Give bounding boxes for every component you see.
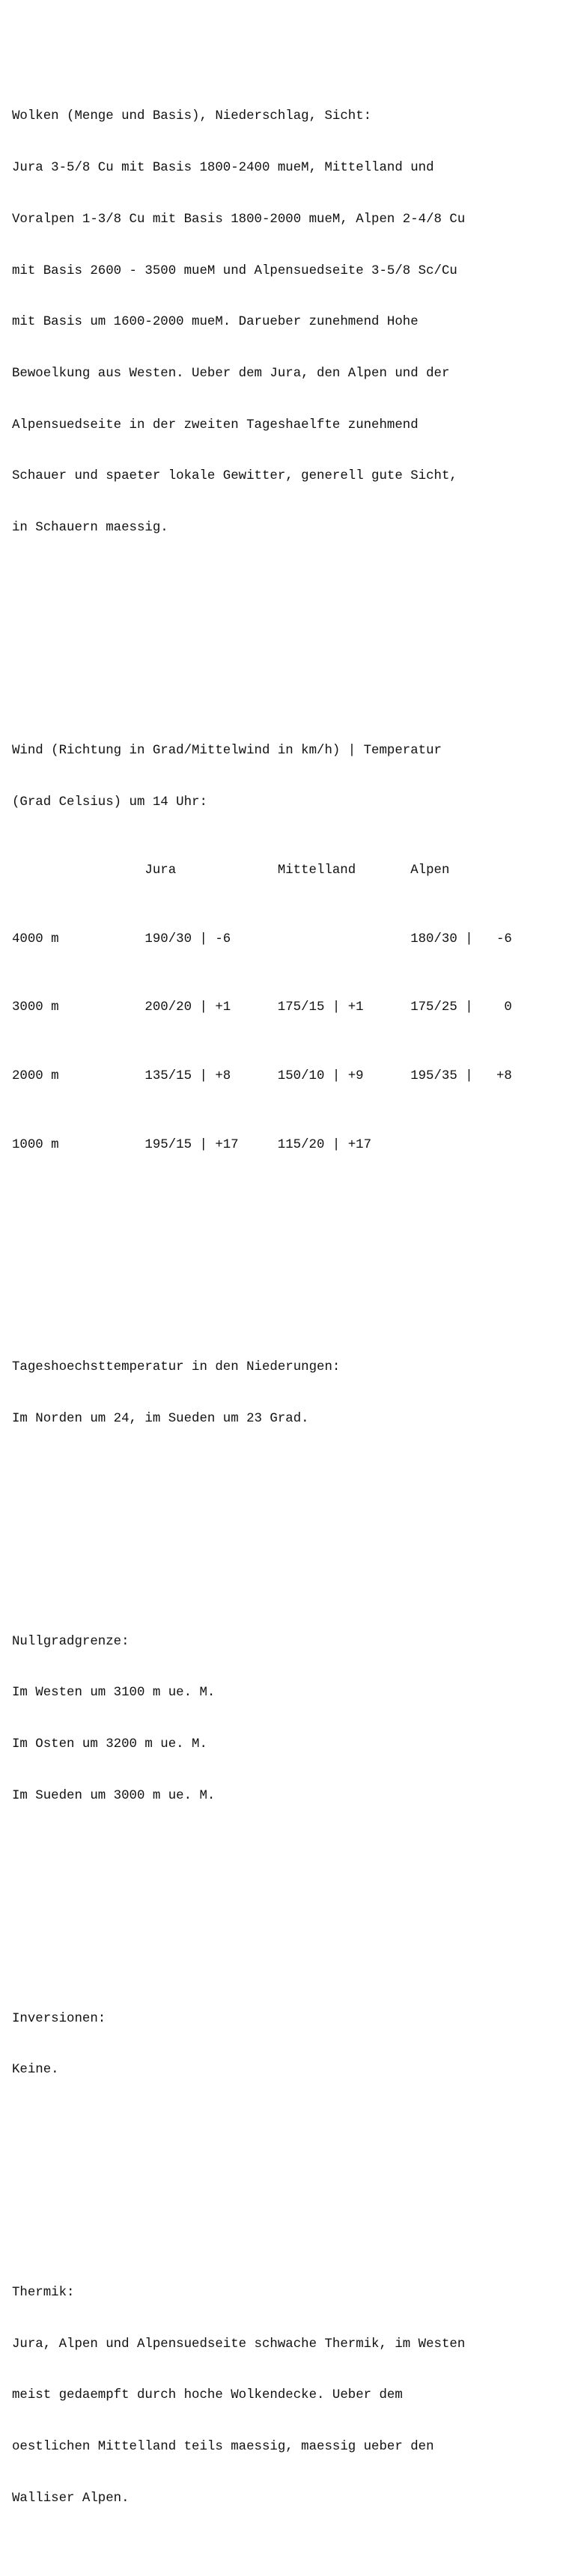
max-temp-heading: Tageshoechsttemperatur in den Niederungen: xyxy=(12,1360,341,1375)
alpen-wind: 195/35 xyxy=(410,1068,457,1083)
alpen-wind: 175/25 xyxy=(410,1000,457,1015)
alpen-temp: +8 xyxy=(496,1068,512,1083)
clouds-text-line: Schauer und spaeter lokale Gewitter, generell gute Sicht, xyxy=(12,469,457,484)
jura-temp: +1 xyxy=(215,1000,231,1015)
spacer xyxy=(12,1514,559,1531)
clouds-heading: Wolken (Menge und Basis), Niederschlag, Sicht: xyxy=(12,109,372,124)
jura-wind: 190/30 xyxy=(144,931,192,946)
clouds-text-line: Voralpen 1-3/8 Cu mit Basis 1800-2000 mueM, Alpen 2-4/8 Cu xyxy=(12,212,466,227)
wind-table-row xyxy=(12,1000,559,1017)
separator: | xyxy=(465,1068,473,1083)
spacer xyxy=(12,1891,559,1908)
row-height: 4000 m xyxy=(12,931,59,946)
row-height: 3000 m xyxy=(12,1000,59,1015)
inversions-text: Keine. xyxy=(12,2063,59,2078)
separator: | xyxy=(332,1068,341,1083)
freezing-level-heading: Nullgradgrenze: xyxy=(12,1634,130,1649)
freezing-level-line: Im Osten um 3200 m ue. M. xyxy=(12,1737,207,1752)
inversions-heading: Inversionen: xyxy=(12,2011,106,2026)
clouds-text-line: in Schauern maessig. xyxy=(12,521,168,536)
clouds-text-line: mit Basis um 1600-2000 mueM. Darueber zunehmend Hohe xyxy=(12,315,419,330)
alpen-wind: 180/30 xyxy=(410,931,457,946)
separator: | xyxy=(199,1000,207,1015)
wind-heading: Wind (Richtung in Grad/Mittelwind in km/h) | Temperatur xyxy=(12,743,442,758)
column-header-jura: Jura xyxy=(144,863,177,878)
spacer xyxy=(12,2165,559,2182)
mittelland-wind: 175/15 xyxy=(277,1000,325,1015)
thermals-heading: Thermik: xyxy=(12,2286,75,2301)
separator: | xyxy=(199,1137,207,1152)
jura-temp: +17 xyxy=(215,1137,239,1152)
column-header-alpen: Alpen xyxy=(410,863,450,878)
thermals-section xyxy=(12,2251,559,2542)
separator: | xyxy=(465,931,473,946)
inversions-section xyxy=(12,1977,559,2114)
separator: | xyxy=(465,1000,473,1015)
jura-temp: +8 xyxy=(215,1068,231,1083)
thermals-text-line: oestlichen Mittelland teils maessig, maessig ueber den xyxy=(12,2440,434,2455)
mittelland-wind: 115/20 xyxy=(277,1137,325,1152)
jura-temp: -6 xyxy=(215,931,231,946)
jura-wind: 135/15 xyxy=(144,1068,192,1083)
row-height: 1000 m xyxy=(12,1137,59,1152)
alpen-temp: 0 xyxy=(504,1000,512,1015)
jura-wind: 200/20 xyxy=(144,1000,192,1015)
max-temp-section xyxy=(12,1326,559,1463)
clouds-text-line: Jura 3-5/8 Cu mit Basis 1800-2400 mueM, Mittelland und xyxy=(12,161,434,176)
wind-heading-continued: (Grad Celsius) um 14 Uhr: xyxy=(12,795,207,810)
thermals-text-line: Jura, Alpen und Alpensuedseite schwache Thermik, im Westen xyxy=(12,2337,466,2352)
forecast-document xyxy=(12,6,559,2576)
mittelland-temp: +1 xyxy=(347,1000,364,1015)
separator: | xyxy=(332,1137,341,1152)
wind-section xyxy=(12,709,559,1188)
clouds-text-line: Bewoelkung aus Westen. Ueber dem Jura, den Alpen und der xyxy=(12,366,450,381)
wind-table-row xyxy=(12,931,559,949)
wind-column-headers xyxy=(12,863,559,880)
jura-wind: 195/15 xyxy=(144,1137,192,1152)
freezing-level-line: Im Sueden um 3000 m ue. M. xyxy=(12,1788,216,1803)
max-temp-text: Im Norden um 24, im Sueden um 23 Grad. xyxy=(12,1412,309,1427)
wind-table-row xyxy=(12,1137,559,1154)
column-header-mittelland: Mittelland xyxy=(277,863,356,878)
freezing-level-line: Im Westen um 3100 m ue. M. xyxy=(12,1686,216,1701)
mittelland-temp: +17 xyxy=(347,1137,372,1152)
clouds-text-line: mit Basis 2600 - 3500 mueM und Alpensuedseite 3-5/8 Sc/Cu xyxy=(12,263,457,278)
separator: | xyxy=(199,931,207,946)
clouds-section xyxy=(12,75,559,572)
spacer xyxy=(12,622,559,640)
thermals-text-line: Walliser Alpen. xyxy=(12,2491,130,2506)
separator: | xyxy=(199,1068,207,1083)
mittelland-wind: 150/10 xyxy=(277,1068,325,1083)
row-height: 2000 m xyxy=(12,1068,59,1083)
thermals-text-line: meist gedaempft durch hoche Wolkendecke. Ueber dem xyxy=(12,2388,403,2403)
separator: | xyxy=(332,1000,341,1015)
wind-table-row xyxy=(12,1068,559,1086)
alpen-temp: -6 xyxy=(496,931,512,946)
spacer xyxy=(12,1240,559,1257)
freezing-level-section xyxy=(12,1600,559,1840)
mittelland-temp: +9 xyxy=(347,1068,364,1083)
clouds-text-line: Alpensuedseite in der zweiten Tageshaelfte zunehmend xyxy=(12,417,419,432)
